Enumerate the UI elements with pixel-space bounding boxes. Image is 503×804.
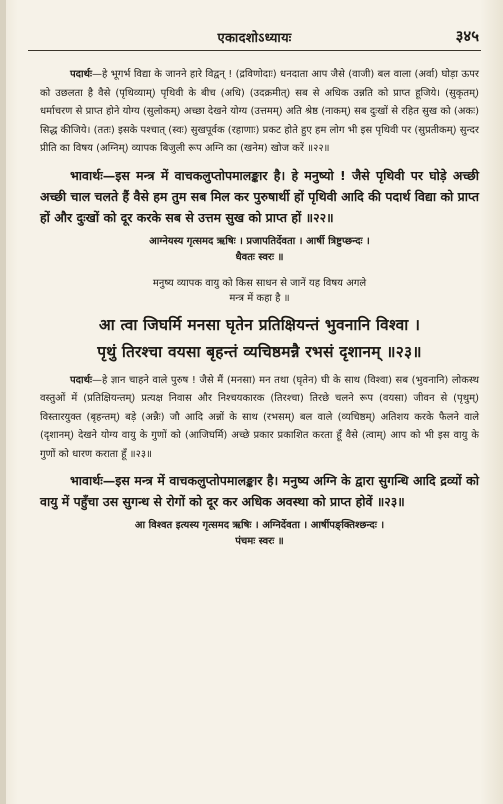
padartha-label: पदार्थः: [70, 374, 92, 386]
bhavartha-text: —इस मन्त्र में वाचकलुप्तोपमालङ्कार है। हे मनुष्यो ! जैसे पृथिवी पर घोड़े अच्छी अच्छी चाल चलते हैं वैसे हम तुम सब मिल कर पुरुषार्थी हों पृथिवी आदि की पदार्थ विद्या को प्राप्त हों और दुःखों को दूर करके सब से उत्तम सुख को प्राप्त हों ॥२२॥: [40, 167, 479, 225]
bhavartha-paragraph-22: [40, 165, 479, 228]
bhavartha-paragraph-23: [40, 470, 479, 512]
bhavartha-label: भावार्थः: [70, 473, 103, 488]
rishi-devata-line: आ विश्वत इत्यस्य गृत्समद ऋषिः । अग्निर्देवता । आर्षीपङ्क्तिश्छन्दः ।: [134, 520, 385, 531]
page-number: ३४५: [455, 27, 479, 45]
bhavartha-text: —इस मन्त्र में वाचकलुप्तोपमालङ्कार है। मनुष्य अग्नि के द्वारा सुगन्धि आदि द्रव्यों को वायु में पहुँचा उस सुगन्ध से रोगों को दूर कर अधिक अवस्था को प्राप्त होवें ॥२३॥: [40, 473, 479, 509]
padartha-text: —हे ज्ञान चाहने वाले पुरुष ! जैसे मैं (मनसा) मन तथा (घृतेन) घी के साथ (विश्वा) सब (भुवनानि) लोकस्थ वस्तुओं में (प्रतिक्षियन्तम्) प्रत्यक्ष निवास और निश्चयकारक (तिरश्चा) तिरछे चलने रूप (वयसा) जीवन से (पृथुम्) विस्तारयुक्त (बृहन्तम्) बड़े (अन्नैः) जौ आदि अन्नों के साथ (रभसम्) बल वाले (व्यचिष्ठम्) अतिशय करके फैलने वाले (दृशानम्) देखने योग्य वायु के गुणों को (आजिघर्मि) अच्छे प्रकार प्रकाशित करता हूँ वैसे (त्वाम्) आप को भी इस वायु के गुणों को धारण कराता हूँ ॥२३॥: [40, 374, 479, 460]
verse-line-1: आ त्वा जिघर्मि मनसा घृतेन प्रतिक्षियन्तं भुवनानि विश्वा ।: [98, 315, 421, 334]
page-spine-shadow: [0, 0, 6, 804]
page-body: [40, 66, 479, 550]
padartha-text: —हे भूगर्भ विद्या के जानने हारे विद्वन् ! (द्रविणोदाः) धनदाता आप जैसे (वाजी) बल वाला (अर्वा) घोड़ा ऊपर को उछलता है वैसे (पृथिव्याम्) पृथिवी के बीच (अधि) (उदक्रमीत्) सब से अधिक उन्नति को प्राप्त हूजिये। (सुकृतम्) धर्माचरण से प्राप्त होने योग्य (सुलोकम्) अच्छा देखने योग्य (उत्तमम्) अति श्रेष्ठ (नाकम्) सब दुःखों से रहित सुख को (अकः) सिद्ध कीजिये। (ततः) इसके पश्चात् (स्वः) सुखपूर्वक (रहाणाः) प्रकट होते हुए हम लोग भी इस पृथिवी पर (सुप्रतीकम्) सुन्दर प्रीति का विषय (अग्निम्) व्यापक बिजुली रूप अग्नि का (खनेम) खोज करें ॥२२॥: [40, 69, 479, 154]
mantra-intro-line: मनुष्य व्यापक वायु को किस साधन से जानें यह विषय अगले: [152, 277, 367, 289]
rishi-devata-line: आग्नेयस्य गृत्समद ऋषिः । प्रजापतिर्देवता । आर्षी त्रिष्टुप्छन्दः ।: [149, 235, 370, 247]
svara-line: धैवतः स्वरः ॥: [235, 251, 284, 263]
padartha-label: पदार्थः: [70, 69, 92, 80]
chapter-title: एकादशोऽध्यायः: [217, 31, 292, 46]
bhavartha-label: भावार्थः: [70, 167, 103, 183]
verse-line-2: पृथुं तिरश्चा वयसा बृहन्तं व्यचिष्ठमन्नै रभसं दृशानम् ॥२३॥: [97, 342, 422, 361]
mantra-intro-line-2: मन्त्र में कहा है ॥: [229, 292, 290, 304]
padartha-paragraph-22: [40, 66, 479, 159]
page-header: [28, 28, 481, 51]
padartha-paragraph-23: [40, 372, 479, 465]
svara-line: पंचमः स्वरः ॥: [235, 536, 284, 547]
